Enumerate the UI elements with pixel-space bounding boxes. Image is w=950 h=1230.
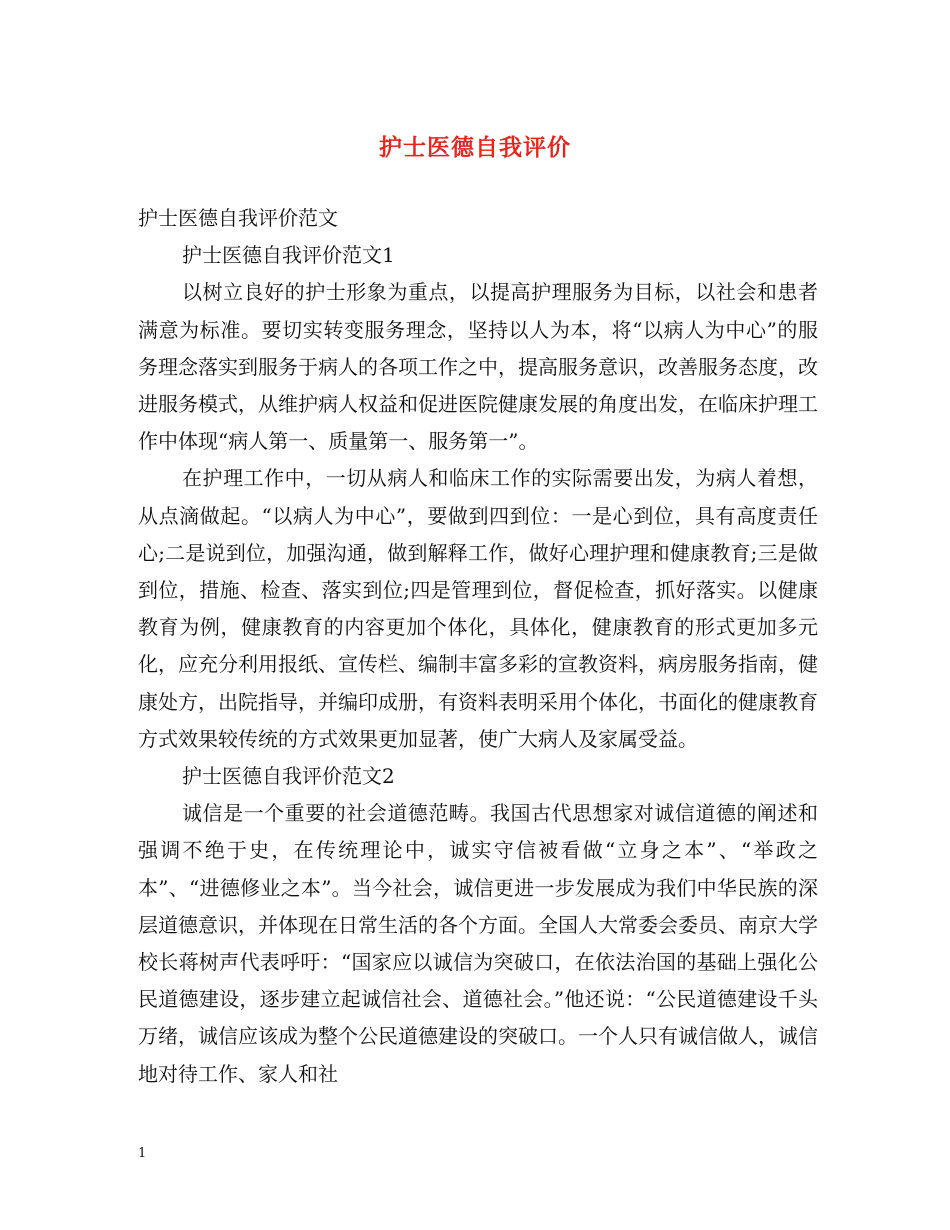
subheading-sample-1: 护士医德自我评价范文1 bbox=[182, 243, 395, 268]
document-body bbox=[138, 200, 818, 1093]
page-number: 1 bbox=[138, 1146, 147, 1161]
section-heading: 护士医德自我评价范文 bbox=[138, 206, 338, 230]
paragraph-2: 在护理工作中，一切从病人和临床工作的实际需要出发，为病人着想，从点滴做起。“以病人为中心”，要做到四到位：一是心到位，具有高度责任心;二是说到位，加强沟通，做到解释工作，做好心理护理和健康教育;三是做到位，措施、检查、落实到位;四是管理到位，督促检查，抓好落实。以健康教育为例，健康教育的内容更加个体化，具体化，健康教育的形式更加多元化，应充分利用报纸、宣传栏、编制丰富多彩的宣教资料，病房服务指南，健康处方，出院指导，并编印成册，有资料表明采用个体化，书面化的健康教育方式效果较传统的方式效果更加显著，使广大病人及家属受益。 bbox=[138, 466, 818, 751]
paragraph-1: 以树立良好的护士形象为重点，以提高护理服务为目标，以社会和患者满意为标准。要切实转变服务理念，坚持以人为本，将“以病人为中心”的服务理念落实到服务于病人的各项工作之中，提高服务意识，改善服务态度，改进服务模式，从维护病人权益和促进医院健康发展的角度出发，在临床护理工作中体现“病人第一、质量第一、服务第一”。 bbox=[138, 280, 818, 454]
document-title: 护士医德自我评价 bbox=[379, 134, 571, 161]
paragraph-3: 诚信是一个重要的社会道德范畴。我国古代思想家对诚信道德的阐述和强调不绝于史，在传统理论中，诚实守信被看做“立身之本”、“举政之本”、“进德修业之本”。当今社会，诚信更进一步发展成为我们中华民族的深层道德意识，并体现在日常生活的各个方面。全国人大常委会委员、南京大学校长蒋树声代表呼吁：“国家应以诚信为突破口，在依法治国的基础上强化公民道德建设，逐步建立起诚信社会、道德社会。”他还说：“公民道德建设千头万绪，诚信应该成为整个公民道德建设的突破口。一个人只有诚信做人，诚信地对待工作、家人和社 bbox=[138, 801, 818, 1086]
subheading-sample-2: 护士医德自我评价范文2 bbox=[182, 764, 395, 789]
